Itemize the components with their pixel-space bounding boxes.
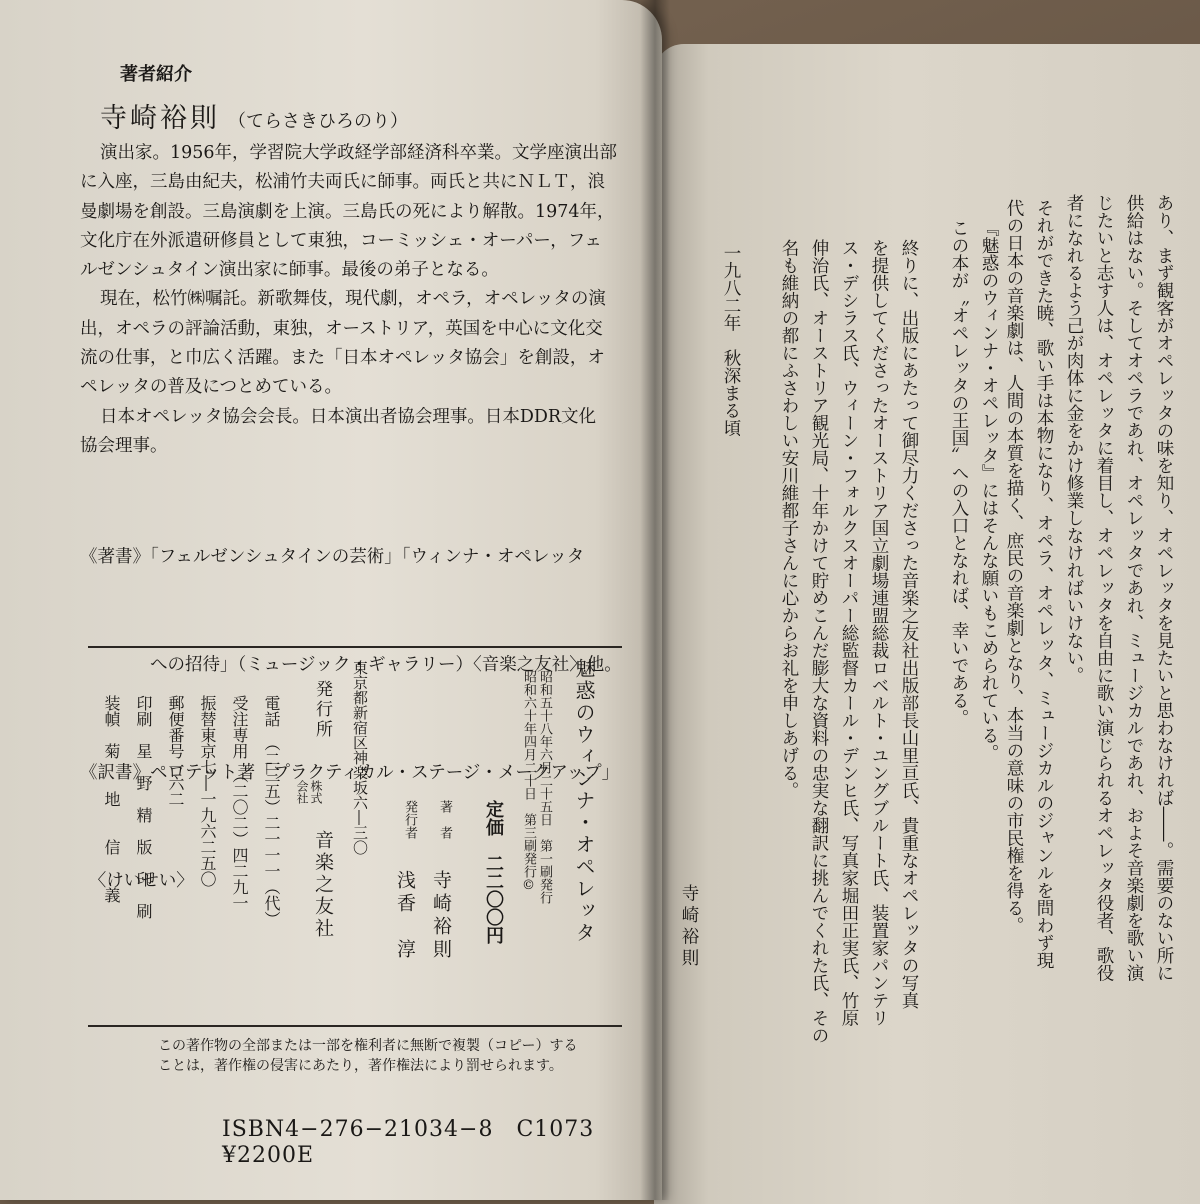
right-page	[654, 44, 1200, 1204]
colophon-publisher-label: 発行者	[402, 800, 417, 839]
book-gutter	[640, 0, 670, 1200]
assoc-line: 協会理事。	[80, 435, 168, 456]
colophon-title: 魅惑のウィンナ・オペレッタ	[572, 658, 596, 944]
colophon-binding: 装幀 菊 地 信 義	[102, 695, 121, 903]
bio-line: 演出家。1956年，学習院大学政経学部経済科卒業。文学座演出部	[100, 143, 618, 163]
colophon-company: 音楽之友社	[312, 830, 334, 940]
books-line: 〈けいせい〉	[80, 871, 194, 892]
bio-line: 曼劇場を創設。三島演劇を上演。三島氏の死により解散。1974年，	[80, 201, 615, 222]
colophon-price: 定価 二二〇〇円	[483, 800, 504, 944]
intro-heading: 著者紹介	[120, 64, 192, 85]
afterword-paragraph-4: 終りに、出版にあたって御尽力くださった音楽之友社出版部長山里亘氏、貴重なオペレッタの写真 を提供してくださったオーストリア国立劇場連盟総裁ロベルト・ユングブルート氏、装置家パンテリ ス・デシラス氏、ウィーン・フォルクスオーパー総監督カール・デンヒ氏、写真家堀田正実氏、竹原 伸治氏、オーストリア観光局、十年かけて貯めこんだ膨大な資料の忠実な翻訳に挑んでくれた氏、その 名も維納の都にふさわしい安川維都子さんに心からお礼を申しあげる。	[779, 239, 919, 1044]
colophon-orders: 受注専用 （二〇二）四二九一	[230, 695, 249, 911]
colophon-publisher-person: 浅香 淳	[394, 870, 416, 962]
colophon-bottom-rule	[88, 1025, 622, 1027]
bio-line: に入座，三島由紀夫，松浦竹夫両氏に師事。両氏と共にＮＬＴ，浪	[80, 172, 605, 193]
colophon-postal: 郵便番号一六二	[166, 695, 185, 807]
books-line: 《著書》「フェルゼンシュタインの芸術」「ウィンナ・オペレッタ	[80, 547, 585, 568]
copyright-notice: この著作物の全部または一部を権利者に無断で複製（コピー）する ことは，著作権の侵害にあたり，著作権法により罰せられます。	[158, 1038, 578, 1074]
bio-line: ルゼンシュタイン演出家に師事。最後の弟子となる。	[80, 260, 499, 281]
afterword-paragraph-2: それができた暁、歌い手は本物になり、オペラ、オペレッタ、ミュージカルのジャンルを問わず現 代の日本の音楽劇は、人間の本質を描く、庶民の音楽劇となり、本当の意味の市民権を得る。	[1004, 199, 1054, 969]
current-line: 現在，松竹㈱嘱託。新歌舞伎，現代劇，オペラ，オペレッタの演	[100, 289, 606, 310]
afterword-signature: 寺崎裕則	[679, 884, 699, 970]
colophon-author: 寺崎裕則	[430, 870, 452, 962]
colophon-company-label: 発行所	[312, 680, 332, 740]
colophon-transfer: 振替東京七―一九六二五〇	[198, 695, 217, 887]
books-line: 《訳書》ペロテット著「プラクティカル・ステージ・メークアップ」	[80, 763, 620, 784]
colophon-phone: 電話 （二三五）二一一一（代）	[262, 695, 281, 927]
afterword-paragraph-3: 『魅惑のウィンナ・オペレッタ』にはそんな願いもこめられている。 この本が〝オペレッタの王国〟への入口となれば、幸いである。	[949, 219, 999, 762]
colophon-author-label: 著 者	[437, 800, 452, 839]
current-line: 出，オペラの評論活動，東独，オーストリア，英国を中心に文化交	[80, 318, 603, 339]
current-line: 流の仕事，と巾広く活躍。また「日本オペレッタ協会」を創設，オ	[80, 348, 605, 369]
author-name: 寺崎裕則	[100, 103, 220, 134]
books-line: への招待」（ミュージック・ギャラリー）〈音楽之友社〉他。	[80, 655, 622, 676]
bio-line: 文化庁在外派遣研修員として東独，コーミッシェ・オーパー，フェ	[80, 230, 602, 251]
afterword-date: 一九八二年 秋深まる頃	[721, 244, 741, 437]
current-line: ペレッタの普及につとめている。	[80, 377, 342, 398]
afterword-paragraph-1: あり、まず観客がオペレッタの味を知り、オペレッタを見たいと思わなければ――。需要のない所に 供給はない。そしてオペラであれ、オペレッタであれ、ミュージカルであれ、およそ音楽劇を歌い演 じたいと志す人は、オペレッタに着目し、オペレッタを自由に歌い演じられるオペレッタ役者、歌役 者になれるよう己が肉体に金をかけ修業しなければいけない。	[1064, 194, 1174, 982]
colophon-company-type: 株式 会社	[295, 780, 323, 804]
author-reading: （てらさきひろのり）	[228, 111, 408, 132]
colophon-top-rule	[88, 646, 622, 648]
colophon	[100, 650, 620, 1025]
colophon-dates: 昭和五十八年六月二十五日 第一刷発行 昭和六十年四月二十日 第三刷発行©	[521, 670, 552, 904]
colophon-address: 東京都新宿区神楽坂六―三〇	[351, 660, 369, 855]
bio-block	[80, 139, 640, 461]
author-line	[100, 96, 640, 135]
colophon-printing: 印刷 星 野 精 版 印 刷	[134, 695, 153, 919]
assoc-line: 日本オペレッタ協会会長。日本演出者協会理事。日本DDR文化	[100, 406, 597, 427]
isbn-line: ISBN4−276−21034−8 C1073 ¥2200E	[222, 1117, 618, 1168]
